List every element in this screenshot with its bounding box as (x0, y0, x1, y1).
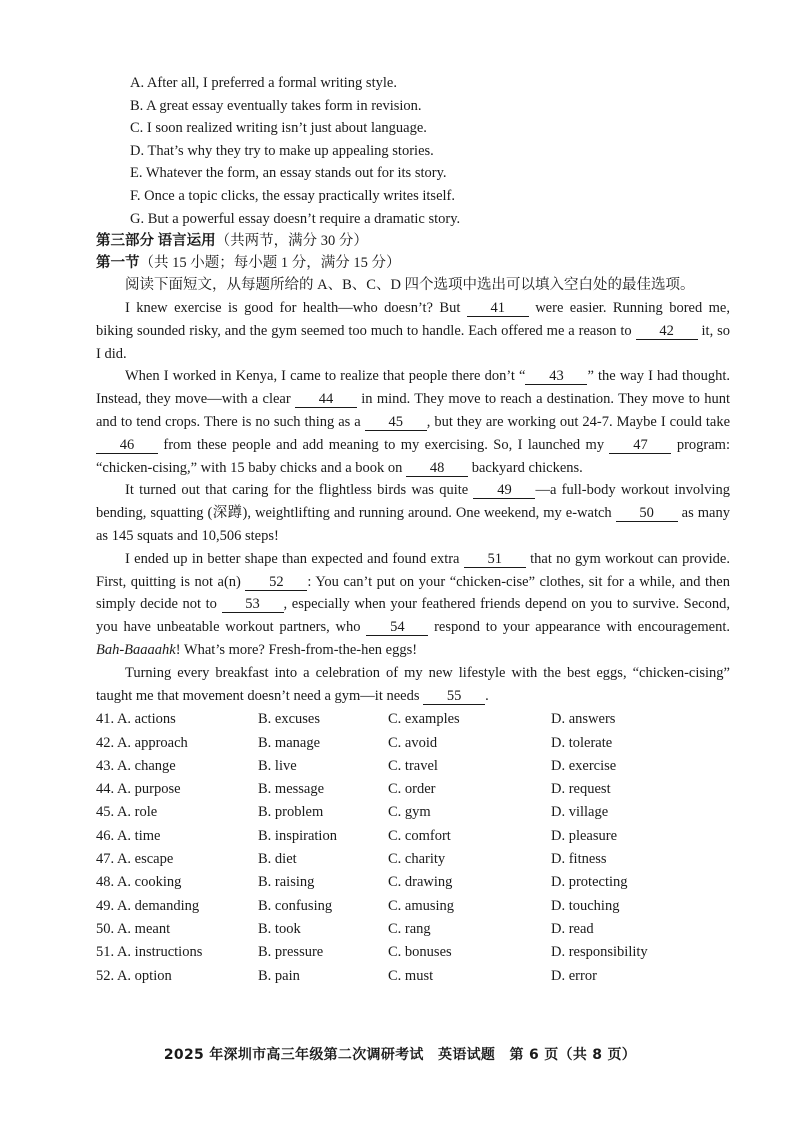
text-run: , especially when your feathered friends depend on you to survive. Second, you have unbeatable workout partners, who (96, 596, 730, 636)
part-points: （共两节，满分 30 分） (215, 233, 368, 250)
choice-row-52 (96, 965, 730, 988)
choice-a: 49. A. demanding (96, 897, 200, 914)
choice-row-43 (96, 755, 730, 778)
choice-b: B. problem (258, 804, 324, 821)
blank-50: 50 (616, 505, 678, 522)
text-run: —a full-body workout involving bending, squatting (深蹲), weightlifting and running around. One weekend, my e-watch (96, 482, 730, 522)
text-run: were easier. Running bored me, biking sounded risky, and the gym seemed too much to handle. Each offered me a reason to (96, 299, 730, 339)
choice-b: B. pain (258, 967, 300, 984)
text-run: It turned out that caring for the flightless birds was quite (125, 482, 474, 499)
page-content (96, 72, 730, 988)
option-b: B. A great essay eventually takes form in revision. (130, 97, 422, 114)
passage-paragraph-5 (96, 662, 730, 708)
choice-c: C. comfort (388, 827, 451, 844)
choice-d: D. fitness (551, 851, 607, 868)
choice-row-50 (96, 918, 730, 941)
text-run: in mind. They move to reach a destination. They move to hunt and to tend crops. There is no such thing as a (96, 391, 730, 430)
blank-43: 43 (525, 368, 587, 385)
blank-46: 46 (96, 437, 158, 454)
blank-47: 47 (609, 437, 671, 454)
choice-row-41 (96, 708, 730, 731)
choice-c: C. avoid (388, 734, 438, 751)
text-run: ” the way I had thought. Instead, they move—with a clear (96, 368, 730, 408)
part-title: 第三部分 语言运用 (96, 233, 216, 250)
choice-d: D. read (551, 920, 594, 937)
blank-51: 51 (464, 551, 526, 568)
choice-c: C. gym (388, 804, 431, 821)
choice-b: B. excuses (258, 711, 321, 728)
choice-a: 48. A. cooking (96, 874, 182, 891)
choice-d: D. touching (551, 897, 620, 914)
choice-row-47 (96, 848, 730, 871)
choice-row-45 (96, 801, 730, 824)
subsection-points: （共 15 小题；每小题 1 分，满分 15 分） (139, 255, 401, 272)
choice-a: 44. A. purpose (96, 781, 181, 798)
choice-c: C. drawing (388, 874, 453, 891)
option-d: D. That’s why they try to make up appealing stories. (130, 142, 434, 159)
option-c: C. I soon realized writing isn’t just about language. (130, 120, 427, 137)
text-run: , but they are working out 24-7. Maybe I could take (426, 413, 731, 430)
text-run: I knew exercise is good for health—who doesn’t? But (125, 299, 467, 316)
choice-a: 42. A. approach (96, 734, 188, 751)
text-run: I ended up in better shape than expected and found extra (125, 550, 464, 567)
choice-b: B. took (258, 920, 301, 937)
choice-c: C. must (388, 967, 434, 984)
blank-41: 41 (467, 300, 529, 317)
page-footer: 2025 年深圳市高三年级第二次调研考试 英语试题 第 6 页（共 8 页） (163, 1047, 637, 1063)
subsection-heading (96, 252, 730, 274)
text-run: . (485, 687, 489, 704)
choice-c: C. charity (388, 851, 446, 868)
previous-options-list (96, 72, 730, 230)
text-run: from these people and add meaning to my exercising. So, I launched my (158, 436, 610, 453)
blank-55: 55 (423, 688, 485, 705)
blank-53: 53 (222, 596, 284, 613)
choice-a: 43. A. change (96, 757, 176, 774)
subsection-title: 第一节 (96, 255, 140, 272)
option-g: G. But a powerful essay doesn’t require a dramatic story. (130, 210, 461, 227)
choice-row-42 (96, 732, 730, 755)
choice-d: D. exercise (551, 757, 617, 774)
text-run: : You can’t put on your “chicken-cise” clothes, sit for a while, and then simply decide not to (96, 573, 730, 613)
choice-b: B. confusing (258, 897, 333, 914)
text-run: as many as 145 squats and 10,506 steps! (96, 505, 730, 544)
choice-d: D. tolerate (551, 734, 613, 751)
choice-b: B. message (258, 781, 325, 798)
choice-a: 50. A. meant (96, 920, 171, 937)
text-run: ! What’s more? Fresh-from-the-hen eggs! (175, 641, 418, 658)
choice-d: D. village (551, 804, 609, 821)
blank-44: 44 (295, 391, 357, 408)
choice-b: B. live (258, 757, 297, 774)
text-run: that no gym workout can provide. First, quitting is not a(n) (96, 550, 730, 590)
passage-paragraph-4 (96, 548, 730, 662)
choice-c: C. rang (388, 920, 431, 937)
choice-d: D. responsibility (551, 944, 648, 961)
blank-52: 52 (245, 574, 307, 591)
choice-a: 46. A. time (96, 827, 161, 844)
text-run: backyard chickens. (468, 459, 583, 476)
option-e: E. Whatever the form, an essay stands out for its story. (130, 165, 447, 182)
answer-choices (96, 708, 730, 988)
choice-a: 41. A. actions (96, 711, 176, 728)
choice-b: B. diet (258, 851, 297, 868)
text-run: respond to your appearance with encouragement. (428, 619, 730, 636)
text-run: it, so I did. (96, 322, 731, 362)
passage-paragraph-3 (96, 479, 730, 547)
blank-45: 45 (365, 414, 427, 431)
choice-row-49 (96, 895, 730, 918)
part-heading (96, 230, 730, 252)
choice-row-44 (96, 778, 730, 801)
choice-c: C. amusing (388, 897, 455, 914)
blank-49: 49 (473, 482, 535, 499)
choice-d: D. pleasure (551, 827, 618, 844)
choice-b: B. raising (258, 874, 315, 891)
choice-c: C. order (388, 781, 436, 798)
choice-d: D. protecting (551, 874, 628, 891)
text-run: program: “chicken-cising,” with 15 baby chicks and a book on (96, 436, 730, 476)
choice-c: C. examples (388, 711, 460, 728)
choice-d: D. request (551, 781, 611, 798)
choice-d: D. error (551, 967, 597, 984)
italic-sound: Bah-Baaaahk (96, 641, 176, 658)
option-f: F. Once a topic clicks, the essay practically writes itself. (130, 187, 455, 204)
choice-row-51 (96, 941, 730, 964)
choice-a: 47. A. escape (96, 851, 174, 868)
choice-a: 52. A. option (96, 967, 172, 984)
passage-paragraph-1 (96, 297, 730, 365)
choice-b: B. pressure (258, 944, 324, 961)
choice-row-48 (96, 871, 730, 894)
choice-row-46 (96, 825, 730, 848)
choice-a: 45. A. role (96, 804, 158, 821)
choice-d: D. answers (551, 711, 616, 728)
blank-42: 42 (636, 323, 698, 340)
text-run: When I worked in Kenya, I came to realize that people there don’t “ (125, 368, 526, 385)
choice-c: C. travel (388, 757, 438, 774)
option-a: A. After all, I preferred a formal writing style. (130, 75, 397, 91)
blank-54: 54 (366, 619, 428, 636)
choice-a: 51. A. instructions (96, 944, 203, 961)
choice-b: B. manage (258, 734, 321, 751)
blank-48: 48 (406, 460, 468, 477)
passage-paragraph-2 (96, 365, 730, 479)
instruction-text: 阅读下面短文，从每题所给的 A、B、C、D 四个选项中选出可以填入空白处的最佳选项。 (125, 277, 695, 294)
text-run: Turning every breakfast into a celebration of my new lifestyle with the best eggs, “chicken-cising” taught me that movement doesn’t need a gym—it needs (96, 664, 730, 704)
choice-b: B. inspiration (258, 827, 337, 844)
choice-c: C. bonuses (388, 944, 452, 961)
